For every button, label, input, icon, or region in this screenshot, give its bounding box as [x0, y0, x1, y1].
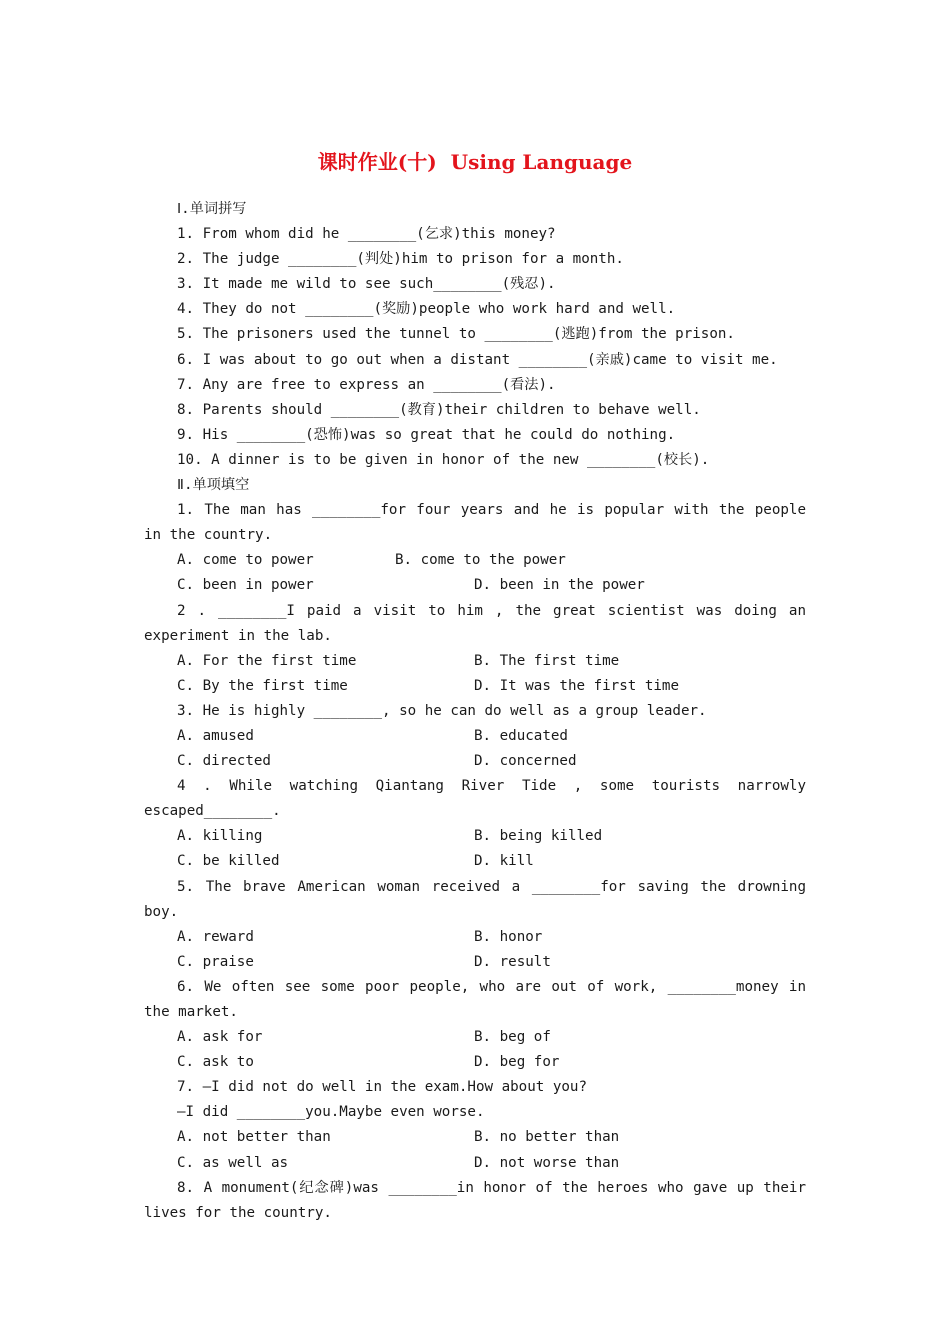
option-a: A. For the first time	[177, 652, 357, 669]
option-b: B. The first time	[474, 652, 620, 669]
spelling-item: 1. From whom did he ________(乞求)this money?	[177, 226, 556, 243]
option-b: B. beg of	[474, 1029, 551, 1046]
option-b: B. come to the power	[395, 552, 566, 569]
question-text: 7. —I did not do well in the exam.How about you?	[177, 1079, 587, 1096]
question-text-reply: —I did ________you.Maybe even worse.	[177, 1104, 485, 1121]
question-text: 6. We often see some poor people, who are out of work, ________money in the market.	[144, 978, 806, 1020]
option-b: B. no better than	[474, 1129, 620, 1146]
option-a: A. come to power	[177, 552, 314, 569]
option-d: D. It was the first time	[474, 677, 679, 694]
section-heading: Ⅱ.单项填空	[177, 477, 250, 494]
question-text: 2 . ________I paid a visit to him , the great scientist was doing an experiment in the lab.	[144, 602, 806, 644]
option-c: C. directed	[177, 753, 271, 770]
spelling-item: 9. His ________(恐怖)was so great that he could do nothing.	[177, 426, 676, 443]
option-d: D. beg for	[474, 1054, 560, 1071]
option-c: C. By the first time	[177, 677, 348, 694]
option-row	[144, 849, 806, 874]
option-d: D. not worse than	[474, 1154, 620, 1171]
spelling-item: 3. It made me wild to see such________(残忍).	[177, 276, 556, 293]
option-row	[144, 950, 806, 975]
option-d: D. been in the power	[474, 577, 645, 594]
section-heading: Ⅰ.单词拼写	[177, 201, 247, 217]
option-c: C. been in power	[177, 577, 314, 594]
option-row	[144, 724, 806, 749]
question-text: 1. The man has ________for four years and he is popular with the people in the country.	[144, 502, 806, 544]
option-a: A. killing	[177, 828, 263, 845]
option-b: B. educated	[474, 727, 568, 744]
spelling-item: 4. They do not ________(奖励)people who work hard and well.	[177, 301, 676, 318]
option-b: B. being killed	[474, 828, 603, 845]
spelling-item: 5. The prisoners used the tunnel to ________(逃跑)from the prison.	[177, 326, 735, 343]
option-a: A. reward	[177, 928, 254, 945]
option-a: A. amused	[177, 727, 254, 744]
option-row	[144, 649, 806, 674]
question-text: 8. A monument(纪念碑)was ________in honor of the heroes who gave up their lives for the country.	[144, 1179, 806, 1221]
spelling-item: 10. A dinner is to be given in honor of the new ________(校长).	[177, 451, 710, 468]
option-c: C. as well as	[177, 1154, 289, 1171]
spelling-item: 2. The judge ________(判处)him to prison for a month.	[177, 251, 624, 268]
option-a: A. not better than	[177, 1129, 331, 1146]
spelling-item: 8. Parents should ________(教育)their children to behave well.	[177, 401, 701, 418]
question-text: 4 . While watching Qiantang River Tide , some tourists narrowly escaped________.	[144, 778, 806, 820]
spelling-item: 7. Any are free to express an ________(看法).	[177, 376, 556, 393]
option-d: D. result	[474, 953, 551, 970]
option-b: B. honor	[474, 928, 543, 945]
option-row	[144, 824, 806, 849]
option-c: C. be killed	[177, 853, 280, 870]
option-c: C. praise	[177, 953, 254, 970]
option-row	[144, 573, 806, 598]
question-text: 3. He is highly ________, so he can do well as a group leader.	[177, 702, 707, 719]
option-row	[144, 674, 806, 699]
option-row	[144, 1125, 806, 1150]
option-d: D. kill	[474, 853, 534, 870]
option-c: C. ask to	[177, 1054, 254, 1071]
option-row	[144, 1025, 806, 1050]
spelling-item: 6. I was about to go out when a distant ________(亲戚)came to visit me.	[177, 351, 778, 368]
question-text: 5. The brave American woman received a ________for saving the drowning boy.	[144, 878, 806, 920]
option-row	[144, 925, 806, 950]
option-row	[144, 548, 806, 573]
page-title: 课时作业(十) Using Language	[317, 150, 633, 174]
option-d: D. concerned	[474, 753, 577, 770]
option-row	[144, 749, 806, 774]
option-a: A. ask for	[177, 1029, 263, 1046]
option-row	[144, 1151, 806, 1176]
option-row	[144, 1050, 806, 1075]
exercise-content	[144, 197, 806, 1226]
